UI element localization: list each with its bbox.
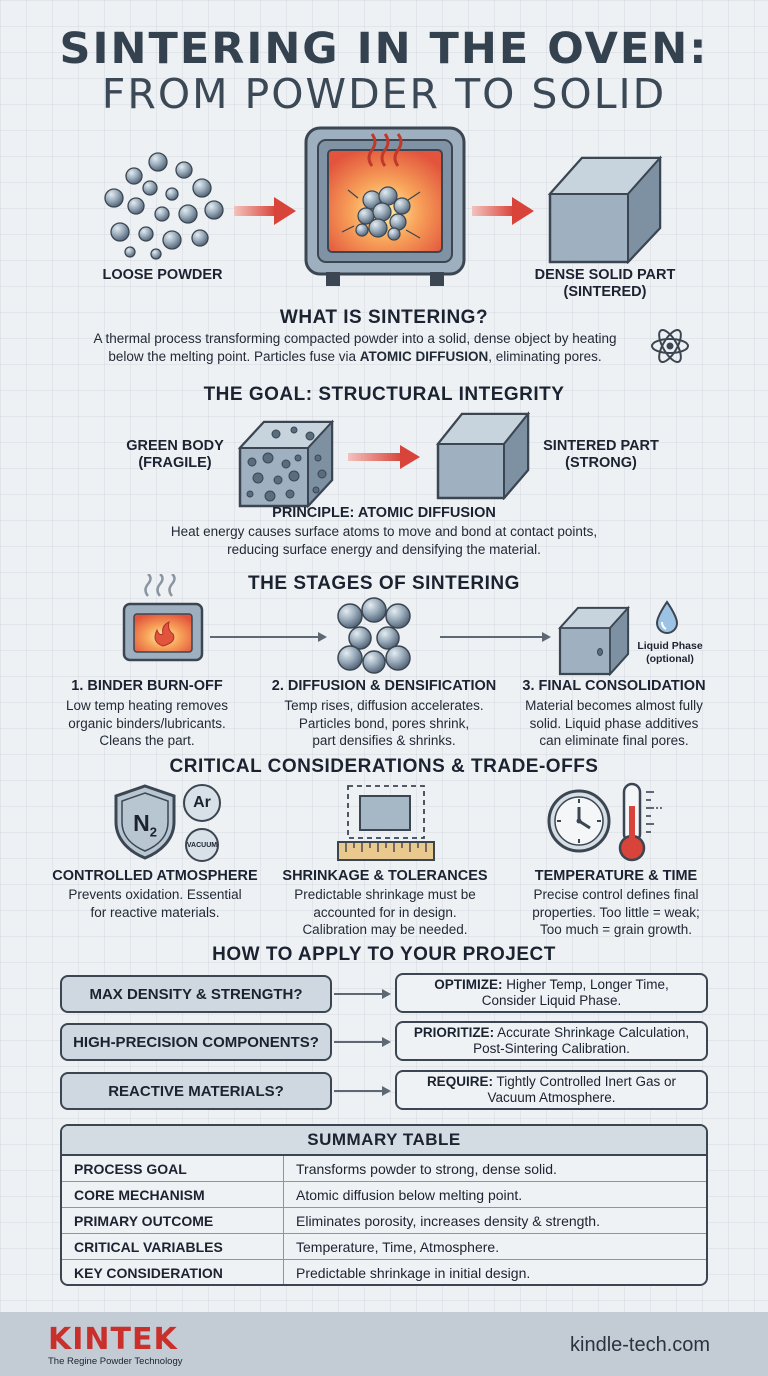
stage-1-title: 1. BINDER BURN-OFF — [71, 678, 223, 694]
table-cell-value: Eliminates porosity, increases density & strength. — [296, 1212, 600, 1229]
temp-time-title: TEMPERATURE & TIME — [534, 868, 698, 884]
temp-time-line-2: properties. Too little = weak; — [532, 904, 700, 920]
principle-line-1: Heat energy causes surface atoms to move and bond at contact points, — [170, 524, 598, 539]
table-row — [62, 1260, 706, 1286]
liquid-drop-icon — [654, 600, 680, 636]
table-cell-key: PRIMARY OUTCOME — [62, 1208, 284, 1233]
green-body-sublabel: (FRAGILE) — [138, 455, 212, 472]
table-cell-key: CRITICAL VARIABLES — [62, 1234, 284, 1259]
what-heading: WHAT IS SINTERING? — [279, 307, 489, 328]
answer-prioritize-line-1: Accurate Shrinkage Calculation, — [494, 1024, 690, 1040]
answer-optimize-line-2: Consider Liquid Phase. — [481, 993, 622, 1008]
dense-solid-cube-icon — [546, 152, 664, 264]
table-cell-value: Atomic diffusion below melting point. — [296, 1186, 523, 1203]
loose-powder-label: LOOSE POWDER — [102, 267, 223, 283]
brand-logo: KINTEK — [48, 1322, 178, 1357]
table-row — [62, 1156, 706, 1182]
clock-icon — [546, 788, 612, 854]
summary-table — [60, 1124, 708, 1286]
stage-1-line-1: Low temp heating removes — [65, 698, 229, 714]
page-subtitle: FROM POWDER TO SOLID — [101, 70, 667, 118]
answer-prioritize — [395, 1021, 708, 1061]
shrinkage-line-2: accounted for in design. — [313, 904, 457, 920]
red-arrow-icon — [234, 196, 298, 226]
answer-optimize — [395, 973, 708, 1013]
n2-icon-sub: 2 — [149, 824, 157, 840]
answer-require-line-2: Vacuum Atmosphere. — [487, 1090, 616, 1105]
stage-2-title: 2. DIFFUSION & DENSIFICATION — [271, 678, 497, 694]
liquid-phase-label: Liquid Phase — [637, 640, 703, 652]
stage-3-line-1: Material becomes almost fully — [525, 698, 703, 714]
what-line-2-bold: ATOMIC DIFFUSION — [359, 348, 489, 364]
temp-time-line-1: Precise control defines final — [533, 887, 699, 903]
answer-prioritize-line-2: Post-Sintering Calibration. — [473, 1041, 630, 1056]
principle-heading: PRINCIPLE: ATOMIC DIFFUSION — [272, 505, 496, 521]
question-high-precision: HIGH-PRECISION COMPONENTS? — [60, 1023, 332, 1061]
table-cell-key: CORE MECHANISM — [62, 1182, 284, 1207]
critical-heading: CRITICAL CONSIDERATIONS & TRADE-OFFS — [169, 756, 599, 777]
table-cell-value: Transforms powder to strong, dense solid. — [296, 1160, 557, 1177]
stage-3-line-3: can eliminate final pores. — [539, 733, 689, 749]
stage-1-line-3: Cleans the part. — [99, 733, 195, 749]
website-link[interactable]: kindle-tech.com — [570, 1334, 711, 1356]
table-cell-key: PROCESS GOAL — [62, 1156, 284, 1181]
temp-time-line-3: Too much = grain growth. — [540, 922, 692, 938]
diffusion-particles-icon — [332, 596, 416, 674]
dense-solid-sublabel: (SINTERED) — [563, 283, 647, 300]
answer-prioritize-keyword: PRIORITIZE: — [413, 1024, 495, 1040]
sintered-part-sublabel: (STRONG) — [565, 455, 637, 472]
table-cell-value: Temperature, Time, Atmosphere. — [296, 1238, 500, 1255]
page-title: SINTERING IN THE OVEN: — [59, 24, 709, 74]
atmosphere-line-2: for reactive materials. — [90, 904, 220, 920]
stage-3-title: 3. FINAL CONSOLIDATION — [522, 678, 706, 694]
shrinkage-line-3: Calibration may be needed. — [302, 922, 468, 938]
stage-2-line-1: Temp rises, diffusion accelerates. — [284, 698, 484, 714]
answer-optimize-keyword: OPTIMIZE: — [434, 976, 503, 992]
atmosphere-title: CONTROLLED ATMOSPHERE — [52, 868, 258, 884]
stages-heading: THE STAGES OF SINTERING — [248, 573, 520, 594]
table-cell-value: Predictable shrinkage in initial design. — [296, 1265, 531, 1281]
question-reactive: REACTIVE MATERIALS? — [60, 1072, 332, 1110]
what-line-2-pre: below the melting point. Particles fuse via — [108, 348, 360, 364]
goal-heading: THE GOAL: STRUCTURAL INTEGRITY — [203, 384, 565, 405]
stage-2-line-2: Particles bond, pores shrink, — [298, 715, 470, 731]
consolidated-cube-icon — [556, 604, 632, 676]
strong-cube-icon — [434, 410, 532, 500]
shrinkage-title: SHRINKAGE & TOLERANCES — [282, 868, 488, 884]
burnoff-furnace-icon — [120, 574, 206, 666]
loose-powder-icon — [100, 148, 230, 260]
brand-tagline: The Regine Powder Technology — [48, 1356, 183, 1367]
porous-cube-icon — [236, 418, 336, 510]
answer-require-keyword: REQUIRE: — [426, 1073, 493, 1089]
answer-require-line-1: Tightly Controlled Inert Gas or — [492, 1073, 677, 1089]
argon-icon-text: Ar — [193, 794, 211, 811]
answer-require — [395, 1070, 708, 1110]
what-line-2-post: , eliminating pores. — [488, 348, 602, 364]
principle-line-2: reducing surface energy and densifying the material. — [227, 541, 541, 557]
stage-1-line-2: organic binders/lubricants. — [68, 715, 226, 731]
stage-2-line-3: part densifies & shrinks. — [312, 733, 456, 749]
table-row — [62, 1208, 706, 1234]
oven-icon — [302, 126, 468, 290]
sintered-part-label: SINTERED PART — [543, 438, 659, 454]
atom-icon — [648, 326, 692, 366]
green-body-label: GREEN BODY — [126, 438, 224, 454]
ruler-shrinkage-icon — [336, 782, 436, 864]
stage-3-line-2: solid. Liquid phase additives — [529, 715, 699, 731]
shrinkage-line-1: Predictable shrinkage must be — [294, 887, 476, 903]
atmosphere-line-1: Prevents oxidation. Essential — [68, 887, 242, 903]
argon-gas-icon — [183, 784, 221, 822]
what-line-1: A thermal process transforming compacted powder into a solid, dense object by heating — [93, 331, 617, 346]
table-row — [62, 1182, 706, 1208]
question-max-density: MAX DENSITY & STRENGTH? — [60, 975, 332, 1013]
red-arrow-icon — [472, 196, 536, 226]
summary-table-heading: SUMMARY TABLE — [62, 1126, 706, 1156]
footer — [0, 1312, 768, 1376]
thermometer-icon — [614, 780, 670, 864]
vacuum-icon-text: VACUUM — [186, 841, 218, 849]
vacuum-icon — [185, 828, 219, 862]
dense-solid-label: DENSE SOLID PART — [534, 267, 676, 283]
answer-optimize-line-1: Higher Temp, Longer Time, — [502, 976, 669, 992]
red-arrow-icon — [348, 444, 422, 470]
n2-icon-text: N — [133, 810, 150, 836]
apply-heading: HOW TO APPLY TO YOUR PROJECT — [212, 944, 556, 965]
liquid-phase-optional: (optional) — [646, 653, 694, 666]
table-row — [62, 1234, 706, 1260]
table-cell-key: KEY CONSIDERATION — [62, 1260, 284, 1286]
